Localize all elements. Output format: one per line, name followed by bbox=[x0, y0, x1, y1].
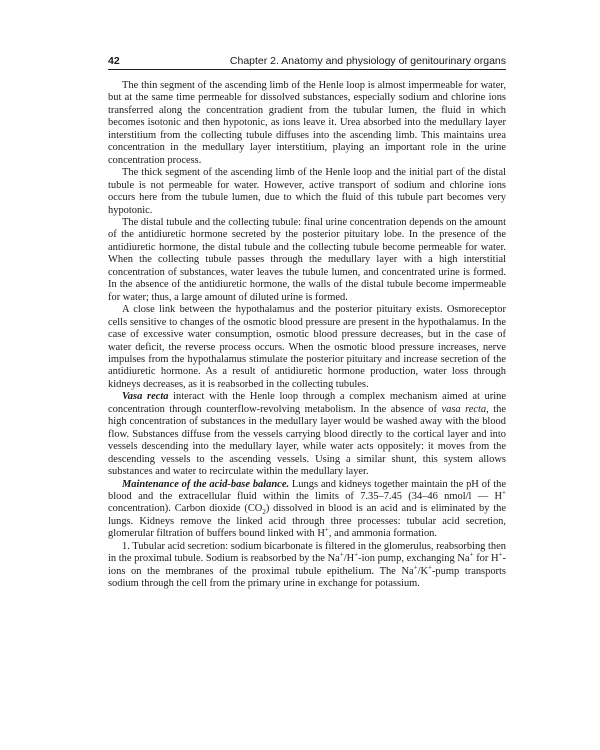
paragraph bbox=[108, 541, 506, 591]
running-header bbox=[108, 55, 506, 67]
emphasis-bold-italic: Maintenance of the acid-base balance. bbox=[122, 478, 290, 490]
paragraph bbox=[108, 80, 506, 167]
text-run: Lungs and kidneys together maintain the pH of the blood and the extracellular fluid within the limits of 7.35–7.45 (34–46 nmol/l — H bbox=[108, 478, 506, 502]
superscript: + bbox=[469, 550, 474, 559]
superscript: + bbox=[339, 550, 344, 559]
superscript: + bbox=[428, 563, 432, 572]
superscript: + bbox=[502, 488, 506, 497]
text-run: , and ammonia formation. bbox=[328, 528, 437, 540]
text-run: , the high concentration of substances in the medullary layer would be washed away with the blood flow. Substances diffuse from the vessels carrying blood directly to the cortical layer and into vessels descending into the medullary layer, while water acts oppositely: it moves from the descending vessels to the ascending vessels. Using a similar shunt, this system allows substances and water to recirculate within the medullary layer. bbox=[108, 403, 506, 478]
text-run: /H bbox=[343, 553, 355, 565]
superscript: + bbox=[354, 550, 359, 559]
superscript: + bbox=[413, 563, 418, 572]
emphasis-bold-italic: Vasa recta bbox=[122, 391, 169, 403]
superscript: + bbox=[324, 525, 329, 534]
text-run: /K bbox=[417, 565, 428, 577]
text-run: 1. Tubular acid secretion: sodium bicarbonate is filtered in the glomerulus, reabsorbing then in the proximal tubule. Sodium is reabsorbed by the Na bbox=[108, 540, 506, 565]
paragraph bbox=[108, 479, 506, 541]
body-text bbox=[108, 80, 506, 591]
superscript: + bbox=[498, 550, 503, 559]
paragraph bbox=[108, 217, 506, 304]
paragraph bbox=[108, 391, 506, 478]
text-run: The distal tubule and the collecting tubule: final urine concentration depends on the amount of the antidiuretic hormone secreted by the posterior pituitary lobe. In the presence of the antidiuretic hormone, the distal tubule and the collecting tubule become permeable for water. When the collecting tubule passes through the medullary layer with a high interstitial concentration of substances, water leaves the tubule lumen, and concentrated urine is formed. In the absence of the antidiuretic hormone, the walls of the distal tubule become impermeable for water; thus, a large amount of diluted urine is formed. bbox=[108, 216, 506, 303]
text-run: for H bbox=[473, 553, 499, 565]
emphasis-italic: vasa recta bbox=[441, 403, 487, 415]
text-run: concentration). Carbon dioxide (CO bbox=[108, 503, 263, 515]
text-run: The thin segment of the ascending limb of the Henle loop is almost impermeable for water, but at the same time permeable for dissolved substances, especially sodium and chlorine ions transferred along the concentration gradient from the tubular lumen, the fluid in which becomes isotonic and then hypotonic, as ions leave it. Urea absorbed into the medullary layer interstitium from the collecting tubule diffuses into the ascending limb. This maintains urea concentration in the medullary layer interstitium, playing an important role in the urine concentration process. bbox=[108, 80, 506, 166]
page-number: 42 bbox=[108, 55, 120, 67]
text-run: -pump transports sodium through the cell from the primary urine in exchange for potassium. bbox=[108, 565, 506, 590]
chapter-title: Chapter 2. Anatomy and physiology of genitourinary organs bbox=[229, 55, 506, 67]
subscript: 2 bbox=[262, 508, 266, 517]
text-run: -ion pump, exchanging Na bbox=[358, 553, 470, 565]
paragraph bbox=[108, 167, 506, 217]
text-run: ) dissolved in blood is an acid and is eliminated by the lungs. Kidneys remove the linked acid through three processes: tubular acid secretion, glomerular filtration of buffers bound linked with H bbox=[108, 503, 506, 540]
text-run: A close link between the hypothalamus and the posterior pituitary exists. Osmoreceptor cells sensitive to changes of the osmotic blood pressure are present in the hypothalamus. In the case of excessive water consumption, osmotic blood pressure decreases, but in the case of water deficit, the reverse process occurs. When the osmotic blood pressure increases, nerve impulses from the hypothalamus stimulate the posterior pituitary and increase secretion of the antidiuretic hormone. As a result of antidiuretic hormone production, water loss through kidneys decreases, as it is reabsorbed in the collecting tubules. bbox=[108, 304, 506, 390]
text-run: interact with the Henle loop through a complex mechanism aimed at urine concentration through counterflow-revolving metabolism. In the absence of bbox=[108, 391, 506, 415]
text-run: -ions on the membranes of the proximal tubule epithelium. The Na bbox=[108, 553, 506, 577]
text-run: The thick segment of the ascending limb of the Henle loop and the initial part of the distal tubule is not permeable for water. However, active transport of sodium and chlorine ions occurs here from the tubule lumen, due to which the fluid of this tubule part becomes very hypotonic. bbox=[108, 167, 506, 216]
header-rule bbox=[108, 69, 506, 70]
paragraph bbox=[108, 304, 506, 391]
